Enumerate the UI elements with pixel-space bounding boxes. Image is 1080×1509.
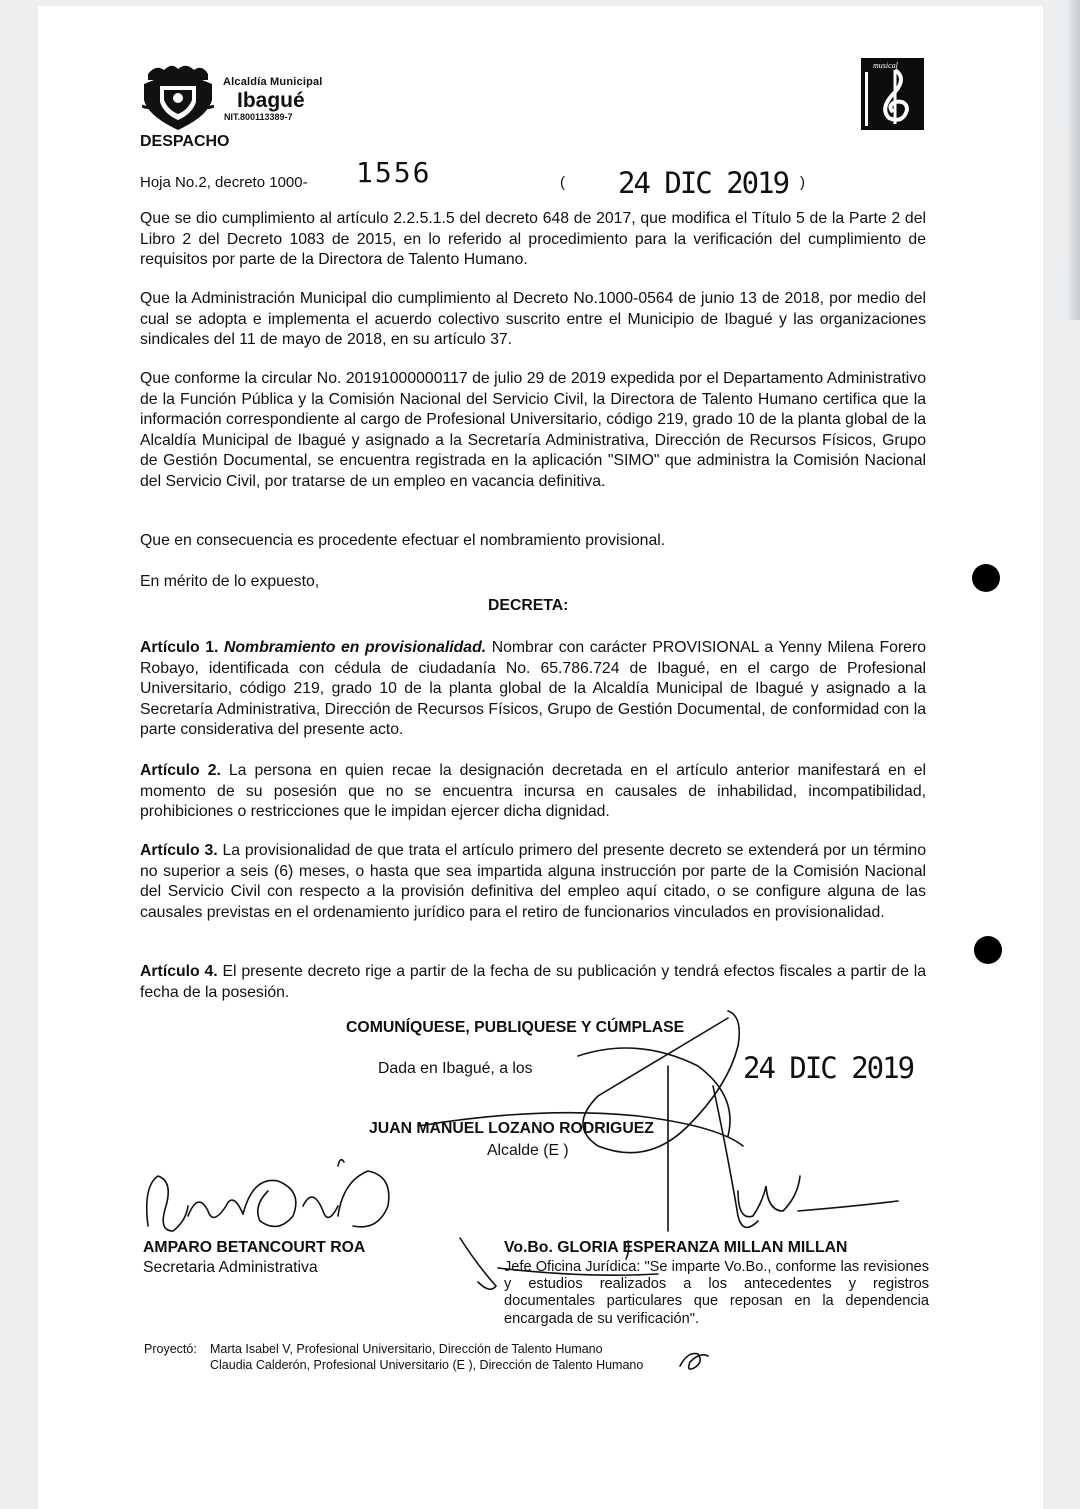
office-label: DESPACHO [140,133,230,150]
legal-approval-note: Jefe Oficina Jurídica: "Se imparte Vo.Bo., conforme las revisiones y estudios realizados a los antecedentes y registros documentales particulares que reposan en la dependencia encargada de su verificación". [504,1259,929,1327]
mayor-name: JUAN MANUEL LOZANO RODRIGUEZ [369,1120,654,1137]
music-logo [861,58,924,130]
article-2 [140,761,926,823]
article-3 [140,841,926,923]
scrollbar-edge[interactable] [1068,0,1080,320]
closing-formula: COMUNÍQUESE, PUBLIQUESE Y CÚMPLASE [346,1019,685,1036]
decree-number: 1556 [356,156,432,189]
brand-line-1: Alcaldía Municipal [223,76,323,88]
brand-line-2: Ibagué [237,89,305,112]
consideration-paragraph: Que se dio cumplimiento al artículo 2.2.5.1.5 del decreto 648 de 2017, que modifica el Título 5 de la Parte 2 del Libro 2 del Decreto 1083 de 2015, en lo referido al procedimiento para la verificación del cumplimiento de requisitos por parte de la Directora de Talento Humano. [140,210,926,269]
date-paren-close: ) [800,174,805,191]
sheet-reference: Hoja No.2, decreto 1000- [140,174,308,191]
brand-nit: NIT.800113389-7 [224,112,293,122]
decree-date-stamp: 24 DIC 2019 [618,166,789,200]
article-text: El presente decreto rige a partir de la fecha de su publicación y tendrá efectos fiscales a partir de la fecha de la posesión. [140,963,926,1001]
ibague-emblem-icon [142,60,214,132]
consideration-paragraph: Que la Administración Municipal dio cumplimiento al Decreto No.1000-0564 de junio 13 de 2018, por medio del cual se adopta e implementa el acuerdo colectivo suscrito entre el Municipio de Ibagué y las organizaciones sindicales del 11 de mayo de 2018, en su artículo 37. [140,290,926,349]
article-label: Artículo 2. [140,762,221,779]
left-signatory-role: Secretaria Administrativa [143,1259,318,1276]
decreta-heading: DECRETA: [488,597,569,614]
mayor-role: Alcalde (E ) [487,1142,569,1159]
treble-clef-icon [861,58,924,130]
article-text: Nombrar con carácter PROVISIONAL a Yenny Milena Forero Robayo, identificada con cédula de ciudadanía No. 65.786.724 de Ibagué, en el cargo de Profesional Universitario, código 219, grado 10 de la planta global de la Alcaldía Municipal de Ibagué y asignado a la Secretaría Administrativa, Dirección de Recursos Físicos, Grupo de Gestión Documental, de conformidad con la parte considerativa del presente acto. [140,639,926,739]
article-label: Artículo 1. [140,639,219,656]
article-text: La persona en quien recae la designación decretada en el artículo anterior manifestará en el momento de su posesión que no se encuentra incursa en causales de inhabilidad, incompatibilidad, prohibiciones o restricciones que le impidan ejercer dicha dignidad. [140,762,926,821]
right-signatory-name: Vo.Bo. GLORIA ESPERANZA MILLAN MILLAN [504,1239,848,1256]
article-label: Artículo 4. [140,963,218,980]
scanner-dot [972,564,1000,592]
music-logo-text: musical [873,61,898,70]
closing-date-stamp: 24 DIC 2019 [743,1051,914,1085]
consideration-paragraph: En mérito de lo expuesto, [140,573,320,590]
consideration-paragraph: Que conforme la circular No. 20191000000117 de julio 29 de 2019 expedida por el Departamento Administrativo de la Función Pública y la Comisión Nacional del Servicio Civil, la Directora de Talento Humano certifica que la información correspondiente al cargo de Profesional Universitario, código 219, grado 10 de la planta global de la Alcaldía Municipal de Ibagué y asignado a la Secretaría Administrativa, Dirección de Recursos Físicos, Grupo de Gestión Documental, se encuentra registrada en la aplicación "SIMO" que administra la Comisión Nacional del Servicio Civil, por tratarse de un empleo en vacancia definitiva. [140,370,926,490]
drafted-by-label: Proyectó: [144,1342,197,1356]
document-page [38,6,1043,1509]
scanner-dot [974,936,1002,964]
given-in-text: Dada en Ibagué, a los [378,1060,533,1077]
left-signatory-name: AMPARO BETANCOURT ROA [143,1239,366,1256]
drafted-by-line: Claudia Calderón, Profesional Universitario (E ), Dirección de Talento Humano [210,1358,644,1372]
article-1 [140,638,926,741]
article-4 [140,962,926,1003]
date-paren-open: ( [560,174,565,191]
drafted-by-line: Marta Isabel V, Profesional Universitario, Dirección de Talento Humano [210,1342,603,1356]
article-text: La provisionalidad de que trata el artículo primero del presente decreto se extenderá por un término no superior a seis (6) meses, o hasta que sea impartida alguna instrucción por parte de la Comisión Nacional del Servicio Civil con respecto a la provisión definitiva del empleo aquí citado, o se configure alguna de las causales previstas en el ordenamiento jurídico para el retiro de funcionarios vinculados en provisionalidad. [140,842,926,921]
article-label: Artículo 3. [140,842,218,859]
consideration-paragraph: Que en consecuencia es procedente efectuar el nombramiento provisional. [140,532,666,549]
article-title: Nombramiento en provisionalidad. [223,639,487,656]
